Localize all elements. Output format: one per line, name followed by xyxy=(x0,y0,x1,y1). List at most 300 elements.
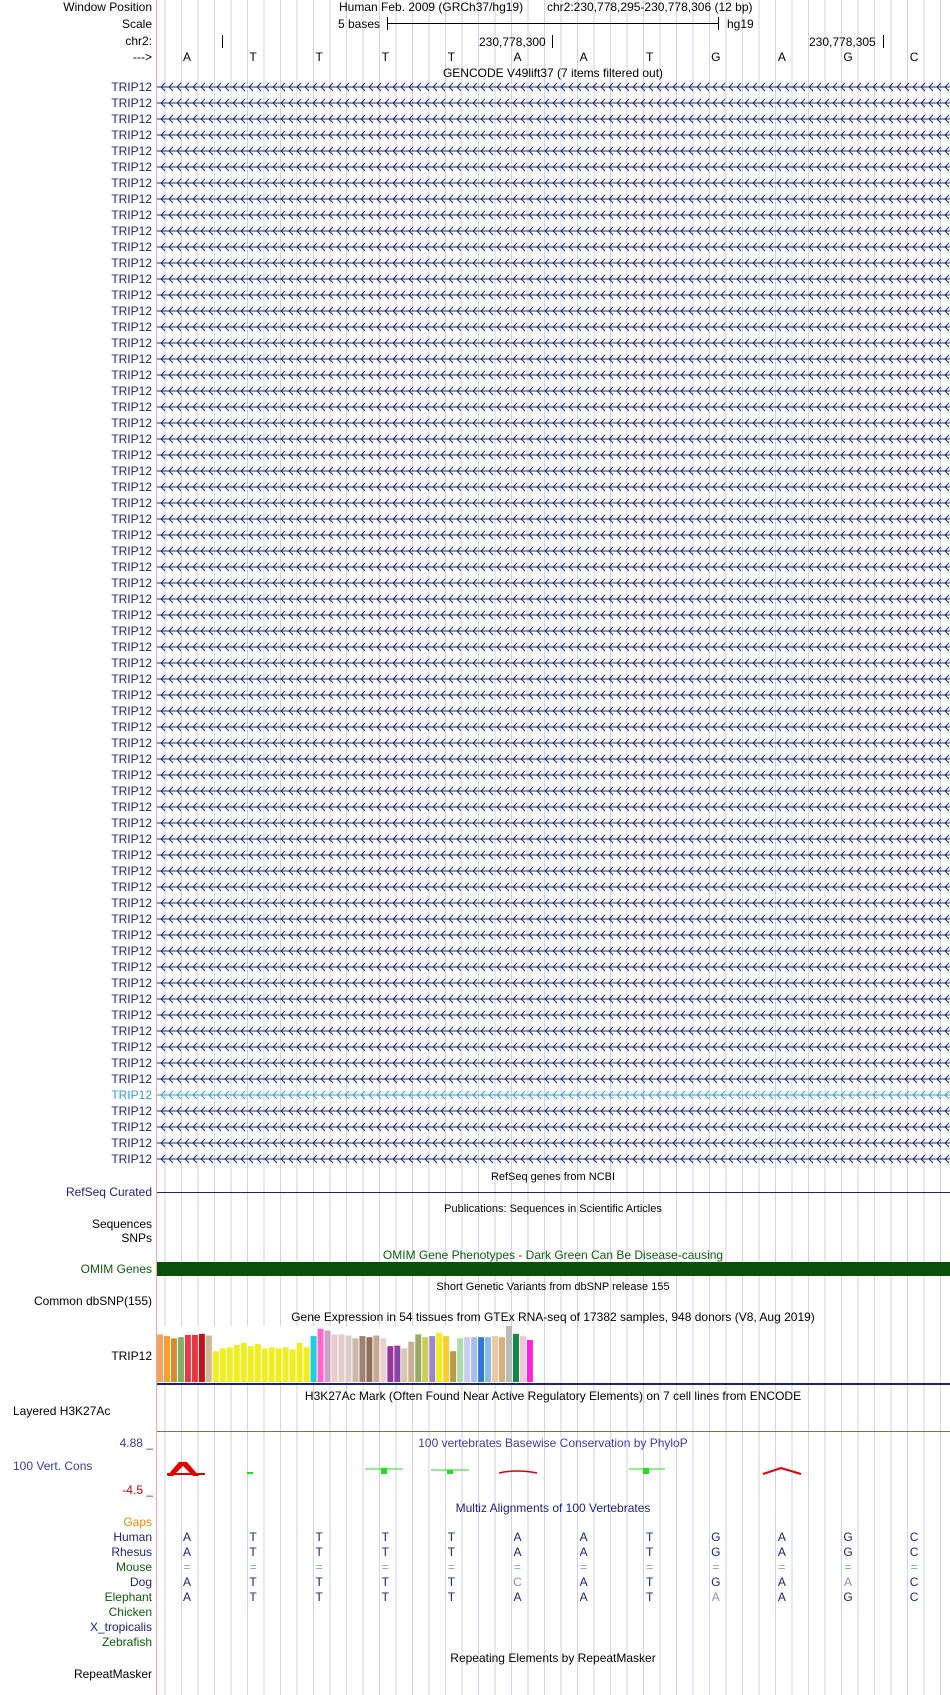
gencode-gene-label[interactable]: TRIP12 xyxy=(111,160,152,174)
scale-bar xyxy=(387,23,718,24)
window-position-value[interactable]: chr2:230,778,295-230,778,306 (12 bp) xyxy=(547,0,753,14)
gencode-transcript[interactable] xyxy=(157,368,950,382)
gtex-tissue-bar[interactable] xyxy=(513,1334,519,1382)
gencode-transcript[interactable] xyxy=(157,272,950,286)
omim-track-title[interactable]: OMIM Gene Phenotypes - Dark Green Can Be Disease-causing xyxy=(382,1248,724,1262)
gencode-transcript[interactable] xyxy=(157,1072,950,1086)
publications-snps-label[interactable]: SNPs xyxy=(121,1231,152,1245)
gencode-transcript[interactable] xyxy=(157,544,950,558)
multiz-base: G xyxy=(711,1530,721,1544)
gtex-track-title[interactable]: Gene Expression in 54 tissues from GTEx RNA-seq of 17382 samples, 948 donors (V8, Aug 2019) xyxy=(291,1310,815,1324)
gencode-gene-label[interactable]: TRIP12 xyxy=(111,688,152,702)
gencode-transcript[interactable] xyxy=(157,720,950,734)
gencode-gene-label[interactable]: TRIP12 xyxy=(111,976,152,990)
multiz-base: G xyxy=(843,1545,853,1559)
multiz-base: A xyxy=(579,1590,588,1604)
gencode-transcript[interactable] xyxy=(157,1136,950,1150)
gencode-gene-label[interactable]: TRIP12 xyxy=(111,640,152,654)
multiz-base: = xyxy=(513,1560,522,1574)
sequence-base: T xyxy=(315,50,323,64)
gtex-tissue-bar[interactable] xyxy=(471,1337,477,1382)
gtex-tissue-bar[interactable] xyxy=(171,1338,177,1382)
gencode-gene-label[interactable]: TRIP12 xyxy=(111,720,152,734)
multiz-base: C xyxy=(909,1545,919,1559)
gtex-tissue-bar[interactable] xyxy=(290,1350,296,1382)
gencode-transcript[interactable] xyxy=(157,512,950,526)
multiz-base: T xyxy=(315,1575,323,1589)
gencode-transcript[interactable] xyxy=(157,1008,950,1022)
gtex-tissue-bar[interactable] xyxy=(422,1337,428,1382)
gtex-tissue-bar[interactable] xyxy=(276,1348,282,1382)
gtex-tissue-bar[interactable] xyxy=(255,1344,261,1382)
gencode-transcript[interactable] xyxy=(157,784,950,798)
gencode-gene-label[interactable]: TRIP12 xyxy=(111,448,152,462)
gencode-transcript[interactable] xyxy=(157,1024,950,1038)
multiz-base: T xyxy=(249,1545,257,1559)
gtex-tissue-bar[interactable] xyxy=(269,1347,275,1382)
publications-track-title[interactable]: Publications: Sequences in Scientific Articles xyxy=(444,1203,662,1215)
multiz-base: C xyxy=(909,1590,919,1604)
multiz-base: A xyxy=(777,1575,786,1589)
gtex-tissue-bar[interactable] xyxy=(401,1348,407,1382)
multiz-base: T xyxy=(447,1545,456,1559)
gencode-transcript[interactable] xyxy=(157,768,950,782)
multiz-base: T xyxy=(381,1545,389,1559)
gencode-gene-label[interactable]: TRIP12 xyxy=(111,80,152,94)
gencode-gene-label[interactable]: TRIP12 xyxy=(111,352,152,366)
gencode-gene-label[interactable]: TRIP12 xyxy=(111,544,152,558)
gencode-transcript[interactable] xyxy=(157,688,950,702)
gtex-tissue-bar[interactable] xyxy=(318,1329,324,1382)
multiz-species-label[interactable]: Dog xyxy=(129,1575,152,1589)
gencode-transcript[interactable] xyxy=(157,464,950,478)
multiz-base: A xyxy=(579,1530,588,1544)
multiz-species-label[interactable]: Zebrafish xyxy=(101,1635,152,1649)
gencode-transcript[interactable] xyxy=(157,352,950,366)
multiz-base: T xyxy=(381,1575,389,1589)
multiz-base: = xyxy=(249,1560,257,1574)
multiz-base: T xyxy=(249,1530,257,1544)
gtex-tissue-bar[interactable] xyxy=(464,1337,470,1382)
multiz-base: = xyxy=(580,1560,588,1574)
gencode-transcript[interactable] xyxy=(157,448,950,462)
gencode-transcript[interactable] xyxy=(157,832,950,846)
refseq-track-label[interactable]: RefSeq Curated xyxy=(65,1185,152,1199)
multiz-base: = xyxy=(910,1560,918,1574)
sequence-base: A xyxy=(182,50,192,64)
h3k27ac-track-label[interactable]: Layered H3K27Ac xyxy=(13,1404,111,1418)
gencode-transcript[interactable] xyxy=(157,736,950,750)
gtex-tissue-bar[interactable] xyxy=(415,1334,421,1382)
gtex-tissue-bar[interactable] xyxy=(311,1336,317,1382)
publications-sequences-label[interactable]: Sequences xyxy=(91,1217,152,1231)
gencode-transcript[interactable] xyxy=(157,208,950,222)
gencode-gene-label[interactable]: TRIP12 xyxy=(111,336,152,350)
multiz-gaps-label[interactable]: Gaps xyxy=(123,1515,152,1529)
gencode-gene-label[interactable]: TRIP12 xyxy=(111,800,152,814)
multiz-species-label[interactable]: Elephant xyxy=(104,1590,152,1604)
dbsnp-track-title[interactable]: Short Genetic Variants from dbSNP release 155 xyxy=(436,1281,670,1293)
gencode-gene-label[interactable]: TRIP12 xyxy=(111,896,152,910)
gencode-gene-label[interactable]: TRIP12 xyxy=(111,816,152,830)
window-position-label: Window Position xyxy=(63,0,152,14)
gtex-tissue-bar[interactable] xyxy=(241,1343,247,1382)
gtex-tissue-bar[interactable] xyxy=(157,1334,163,1382)
gtex-tissue-bar[interactable] xyxy=(387,1346,393,1382)
multiz-base: A xyxy=(182,1530,192,1544)
gencode-transcript[interactable] xyxy=(157,928,950,942)
gencode-transcript[interactable] xyxy=(157,336,950,350)
gencode-gene-label[interactable]: TRIP12 xyxy=(111,240,152,254)
gencode-gene-label[interactable]: TRIP12 xyxy=(111,848,152,862)
gencode-gene-label[interactable]: TRIP12 xyxy=(111,864,152,878)
gencode-gene-label[interactable]: TRIP12 xyxy=(111,384,152,398)
gtex-tissue-bar[interactable] xyxy=(213,1351,219,1382)
multiz-base: T xyxy=(315,1530,323,1544)
gtex-tissue-bar[interactable] xyxy=(450,1351,456,1382)
gencode-transcript[interactable] xyxy=(157,1152,950,1166)
gencode-gene-label[interactable]: TRIP12 xyxy=(111,1072,152,1086)
gencode-gene-label[interactable]: TRIP12 xyxy=(111,768,152,782)
gencode-transcript[interactable] xyxy=(157,320,950,334)
multiz-base: T xyxy=(646,1590,654,1604)
gencode-transcript[interactable] xyxy=(157,976,950,990)
gtex-tissue-bar[interactable] xyxy=(234,1345,240,1382)
phylop-peak xyxy=(447,1470,453,1474)
gencode-gene-label[interactable]: TRIP12 xyxy=(111,288,152,302)
gencode-gene-label[interactable]: TRIP12 xyxy=(111,1136,152,1150)
gencode-gene-label[interactable]: TRIP12 xyxy=(111,1040,152,1054)
ruler-tick-mark xyxy=(222,35,223,48)
multiz-base: = xyxy=(183,1560,191,1574)
gencode-gene-label[interactable]: TRIP12 xyxy=(111,992,152,1006)
ruler-tick-label-1: 230,778,300 xyxy=(479,35,546,49)
scale-bar-right-tick xyxy=(718,17,719,30)
sequence-base: A xyxy=(513,50,522,64)
gencode-transcript[interactable] xyxy=(157,192,950,206)
gtex-tissue-bar[interactable] xyxy=(478,1337,484,1382)
gencode-gene-label[interactable]: TRIP12 xyxy=(111,368,152,382)
gencode-transcript[interactable] xyxy=(157,656,950,670)
gtex-tissue-bar[interactable] xyxy=(408,1342,414,1382)
gencode-transcript[interactable] xyxy=(157,80,950,94)
gtex-tissue-bar[interactable] xyxy=(443,1336,449,1382)
gencode-transcript[interactable] xyxy=(157,288,950,302)
gencode-transcript[interactable] xyxy=(157,592,950,606)
dbsnp-track-label[interactable]: Common dbSNP(155) xyxy=(33,1294,152,1308)
gtex-tissue-bar[interactable] xyxy=(262,1348,268,1382)
multiz-base: A xyxy=(579,1545,588,1559)
gtex-tissue-bar[interactable] xyxy=(436,1333,442,1382)
ruler-tick-mark xyxy=(883,35,884,48)
gencode-gene-label[interactable]: TRIP12 xyxy=(111,752,152,766)
gencode-transcript[interactable] xyxy=(157,528,950,542)
gencode-transcript[interactable] xyxy=(157,864,950,878)
gtex-tissue-bar[interactable] xyxy=(185,1335,191,1382)
gtex-tissue-bar[interactable] xyxy=(485,1337,491,1382)
repeatmasker-track-label[interactable]: RepeatMasker xyxy=(73,1667,152,1681)
gencode-transcript[interactable] xyxy=(157,1040,950,1054)
gencode-gene-label[interactable]: TRIP12 xyxy=(111,608,152,622)
gtex-tissue-bar[interactable] xyxy=(332,1334,338,1382)
gencode-transcript[interactable] xyxy=(157,560,950,574)
gencode-gene-label[interactable]: TRIP12 xyxy=(111,1056,152,1070)
gtex-tissue-bar[interactable] xyxy=(373,1336,379,1382)
gencode-gene-label[interactable]: TRIP12 xyxy=(111,1088,152,1102)
gencode-transcript[interactable] xyxy=(157,240,950,254)
gtex-tissue-bar[interactable] xyxy=(380,1338,386,1382)
multiz-species-label[interactable]: Human xyxy=(113,1530,152,1544)
multiz-base: G xyxy=(843,1530,853,1544)
sequence-base: T xyxy=(381,50,389,64)
multiz-species-label[interactable]: Rhesus xyxy=(111,1545,152,1559)
sequence-base: T xyxy=(646,50,654,64)
phylop-signal[interactable] xyxy=(157,1450,950,1480)
omim-gene-bar[interactable] xyxy=(157,1262,950,1276)
multiz-base: T xyxy=(646,1530,654,1544)
gtex-tissue-bar[interactable] xyxy=(325,1330,331,1382)
gencode-transcript[interactable] xyxy=(157,848,950,862)
gencode-gene-label[interactable]: TRIP12 xyxy=(111,432,152,446)
gencode-transcript[interactable] xyxy=(157,224,950,238)
gencode-gene-label[interactable]: TRIP12 xyxy=(111,1024,152,1038)
gencode-gene-label[interactable]: TRIP12 xyxy=(111,784,152,798)
multiz-base: T xyxy=(646,1575,654,1589)
multiz-base: T xyxy=(249,1590,257,1604)
gtex-tissue-bar[interactable] xyxy=(206,1336,212,1382)
gencode-transcript[interactable] xyxy=(157,640,950,654)
gencode-transcript[interactable] xyxy=(157,480,950,494)
gencode-transcript[interactable] xyxy=(157,416,950,430)
multiz-species-label[interactable]: Chicken xyxy=(108,1605,152,1619)
gencode-transcript[interactable] xyxy=(157,1104,950,1118)
gencode-gene-label[interactable]: TRIP12 xyxy=(111,512,152,526)
gencode-gene-label[interactable]: TRIP12 xyxy=(111,912,152,926)
multiz-base: A xyxy=(711,1590,720,1604)
multiz-base: = xyxy=(447,1560,455,1574)
gtex-tissue-bar[interactable] xyxy=(366,1337,372,1382)
gencode-transcript[interactable] xyxy=(157,1088,950,1102)
gencode-gene-label[interactable]: TRIP12 xyxy=(111,272,152,286)
gencode-gene-label[interactable]: TRIP12 xyxy=(111,416,152,430)
gencode-gene-label[interactable]: TRIP12 xyxy=(111,576,152,590)
gtex-tissue-bar[interactable] xyxy=(283,1347,289,1382)
multiz-base: A xyxy=(777,1545,786,1559)
gencode-transcript[interactable] xyxy=(157,96,950,110)
gencode-transcript[interactable] xyxy=(157,1120,950,1134)
refseq-track-title[interactable]: RefSeq genes from NCBI xyxy=(490,1171,616,1183)
gencode-transcript[interactable] xyxy=(157,1056,950,1070)
multiz-base: T xyxy=(315,1590,323,1604)
gencode-gene-label[interactable]: TRIP12 xyxy=(111,96,152,110)
gencode-gene-label[interactable]: TRIP12 xyxy=(111,464,152,478)
multiz-base: A xyxy=(182,1590,192,1604)
sequence-base: A xyxy=(777,50,786,64)
gencode-gene-label[interactable]: TRIP12 xyxy=(111,1104,152,1118)
multiz-base: T xyxy=(249,1575,257,1589)
multiz-base: G xyxy=(843,1590,853,1604)
gencode-gene-label[interactable]: TRIP12 xyxy=(111,960,152,974)
gencode-transcript[interactable] xyxy=(157,144,950,158)
multiz-base: A xyxy=(513,1530,522,1544)
multiz-base: A xyxy=(182,1575,192,1589)
gtex-expression-chart[interactable] xyxy=(157,1326,950,1386)
gencode-gene-label[interactable]: TRIP12 xyxy=(111,560,152,574)
gtex-tissue-bar[interactable] xyxy=(297,1343,303,1382)
phylop-track-title[interactable]: 100 vertebrates Basewise Conservation by PhyloP xyxy=(418,1436,688,1450)
gencode-transcript[interactable] xyxy=(157,112,950,126)
gencode-transcript[interactable] xyxy=(157,432,950,446)
multiz-species-label[interactable]: X_tropicalis xyxy=(89,1620,152,1634)
multiz-base: = xyxy=(712,1560,720,1574)
gencode-gene-label[interactable]: TRIP12 xyxy=(111,832,152,846)
gencode-gene-label[interactable]: TRIP12 xyxy=(111,1120,152,1134)
phylop-max-label: 4.88 _ xyxy=(119,1436,153,1450)
scale-text: 5 bases xyxy=(338,17,381,31)
gencode-transcript[interactable] xyxy=(157,384,950,398)
sequence-base: C xyxy=(909,50,919,64)
multiz-base: A xyxy=(843,1575,853,1589)
phylop-track-label[interactable]: 100 Vert. Cons xyxy=(13,1459,93,1473)
gtex-tissue-bar[interactable] xyxy=(304,1347,310,1382)
multiz-base: A xyxy=(513,1590,522,1604)
gencode-gene-label[interactable]: TRIP12 xyxy=(111,928,152,942)
sequence-base: A xyxy=(579,50,588,64)
gtex-tissue-bar[interactable] xyxy=(394,1346,400,1382)
gencode-gene-label[interactable]: TRIP12 xyxy=(111,224,152,238)
gencode-transcript[interactable] xyxy=(157,256,950,270)
gtex-tissue-bar[interactable] xyxy=(499,1337,505,1382)
gencode-transcript[interactable] xyxy=(157,752,950,766)
multiz-base: T xyxy=(315,1545,323,1559)
gtex-tissue-bar[interactable] xyxy=(506,1326,512,1382)
multiz-base: T xyxy=(646,1545,654,1559)
gencode-gene-label[interactable]: TRIP12 xyxy=(111,1008,152,1022)
multiz-base: = xyxy=(646,1560,654,1574)
phylop-min-label: -4.5 _ xyxy=(122,1483,153,1497)
gtex-tissue-bar[interactable] xyxy=(199,1334,205,1382)
multiz-base: = xyxy=(844,1560,852,1574)
gencode-gene-label[interactable]: TRIP12 xyxy=(111,944,152,958)
omim-track-label[interactable]: OMIM Genes xyxy=(80,1262,152,1276)
gencode-transcript[interactable] xyxy=(157,304,950,318)
multiz-base: T xyxy=(447,1590,456,1604)
gtex-tissue-bar[interactable] xyxy=(338,1334,344,1382)
gtex-tissue-bar[interactable] xyxy=(248,1346,254,1382)
gencode-gene-label[interactable]: TRIP12 xyxy=(111,1152,152,1166)
gtex-tissue-bar[interactable] xyxy=(227,1347,233,1382)
gencode-transcript[interactable] xyxy=(157,128,950,142)
refseq-gene-line[interactable] xyxy=(157,1192,950,1193)
gtex-tissue-bar[interactable] xyxy=(520,1336,526,1382)
sequence-base: G xyxy=(711,50,721,64)
gencode-transcript[interactable] xyxy=(157,704,950,718)
multiz-base: T xyxy=(381,1530,389,1544)
gencode-gene-label[interactable]: TRIP12 xyxy=(111,176,152,190)
h3k27ac-baseline xyxy=(157,1431,950,1432)
gtex-tissue-bar[interactable] xyxy=(345,1336,351,1382)
gencode-gene-label[interactable]: TRIP12 xyxy=(111,304,152,318)
multiz-base: = xyxy=(315,1560,323,1574)
gencode-gene-label[interactable]: TRIP12 xyxy=(111,592,152,606)
gencode-gene-label[interactable]: TRIP12 xyxy=(111,112,152,126)
gencode-gene-label[interactable]: TRIP12 xyxy=(111,624,152,638)
gencode-transcript[interactable] xyxy=(157,960,950,974)
gencode-transcript[interactable] xyxy=(157,816,950,830)
gtex-tissue-bar[interactable] xyxy=(527,1340,533,1382)
gencode-gene-label[interactable]: TRIP12 xyxy=(111,128,152,142)
scale-label: Scale xyxy=(121,17,152,31)
gencode-gene-label[interactable]: TRIP12 xyxy=(111,400,152,414)
gencode-transcript[interactable] xyxy=(157,608,950,622)
gtex-tissue-bar[interactable] xyxy=(220,1348,226,1382)
gencode-transcript[interactable] xyxy=(157,992,950,1006)
gencode-transcript[interactable] xyxy=(157,800,950,814)
sequence-base: T xyxy=(447,50,456,64)
multiz-base: G xyxy=(711,1575,721,1589)
gencode-gene-label[interactable]: TRIP12 xyxy=(111,208,152,222)
gencode-transcript[interactable] xyxy=(157,880,950,894)
gencode-transcript[interactable] xyxy=(157,160,950,174)
gtex-tissue-bar[interactable] xyxy=(192,1335,198,1382)
gencode-gene-label[interactable]: TRIP12 xyxy=(111,880,152,894)
gtex-gene-label[interactable]: TRIP12 xyxy=(111,1349,152,1363)
h3k27ac-track-title[interactable]: H3K27Ac Mark (Often Found Near Active Regulatory Elements) on 7 cell lines from ENCODE xyxy=(304,1389,802,1403)
multiz-base: T xyxy=(447,1575,456,1589)
gencode-gene-label[interactable]: TRIP12 xyxy=(111,480,152,494)
gencode-gene-label[interactable]: TRIP12 xyxy=(111,704,152,718)
gencode-gene-label[interactable]: TRIP12 xyxy=(111,144,152,158)
gencode-transcript[interactable] xyxy=(157,624,950,638)
gencode-gene-label[interactable]: TRIP12 xyxy=(111,528,152,542)
gencode-transcript[interactable] xyxy=(157,896,950,910)
repeatmasker-track-title[interactable]: Repeating Elements by RepeatMasker xyxy=(450,1651,656,1665)
gtex-tissue-bar[interactable] xyxy=(457,1338,463,1382)
gtex-tissue-bar[interactable] xyxy=(164,1336,170,1382)
chromosome-label: chr2: xyxy=(125,34,152,48)
gtex-tissue-bar[interactable] xyxy=(429,1336,435,1382)
gencode-gene-label[interactable]: TRIP12 xyxy=(111,496,152,510)
multiz-track-title[interactable]: Multiz Alignments of 100 Vertebrates xyxy=(455,1501,651,1515)
gencode-transcript[interactable] xyxy=(157,944,950,958)
gtex-tissue-bar[interactable] xyxy=(492,1336,498,1382)
gencode-track-title[interactable]: GENCODE V49lift37 (7 items filtered out) xyxy=(442,66,664,80)
sequence-base: T xyxy=(249,50,257,64)
multiz-species-label[interactable]: Mouse xyxy=(115,1560,152,1574)
gencode-transcript[interactable] xyxy=(157,912,950,926)
gencode-gene-label[interactable]: TRIP12 xyxy=(111,736,152,750)
gtex-tissue-bar[interactable] xyxy=(178,1337,184,1382)
gencode-transcript[interactable] xyxy=(157,672,950,686)
gtex-tissue-bar[interactable] xyxy=(352,1338,358,1382)
multiz-base: C xyxy=(513,1575,522,1589)
gencode-gene-label[interactable]: TRIP12 xyxy=(111,192,152,206)
multiz-base: = xyxy=(381,1560,389,1574)
strand-label: ---> xyxy=(133,50,152,64)
gencode-gene-label[interactable]: TRIP12 xyxy=(111,320,152,334)
gencode-transcript[interactable] xyxy=(157,496,950,510)
gencode-gene-label[interactable]: TRIP12 xyxy=(111,656,152,670)
gencode-gene-label[interactable]: TRIP12 xyxy=(111,256,152,270)
multiz-base: C xyxy=(909,1575,919,1589)
gencode-transcript[interactable] xyxy=(157,176,950,190)
multiz-base: G xyxy=(711,1545,721,1559)
gencode-gene-label[interactable]: TRIP12 xyxy=(111,672,152,686)
gencode-transcript[interactable] xyxy=(157,576,950,590)
assembly-name: Human Feb. 2009 (GRCh37/hg19) xyxy=(339,0,524,14)
gencode-transcript[interactable] xyxy=(157,400,950,414)
gtex-tissue-bar[interactable] xyxy=(359,1336,365,1382)
